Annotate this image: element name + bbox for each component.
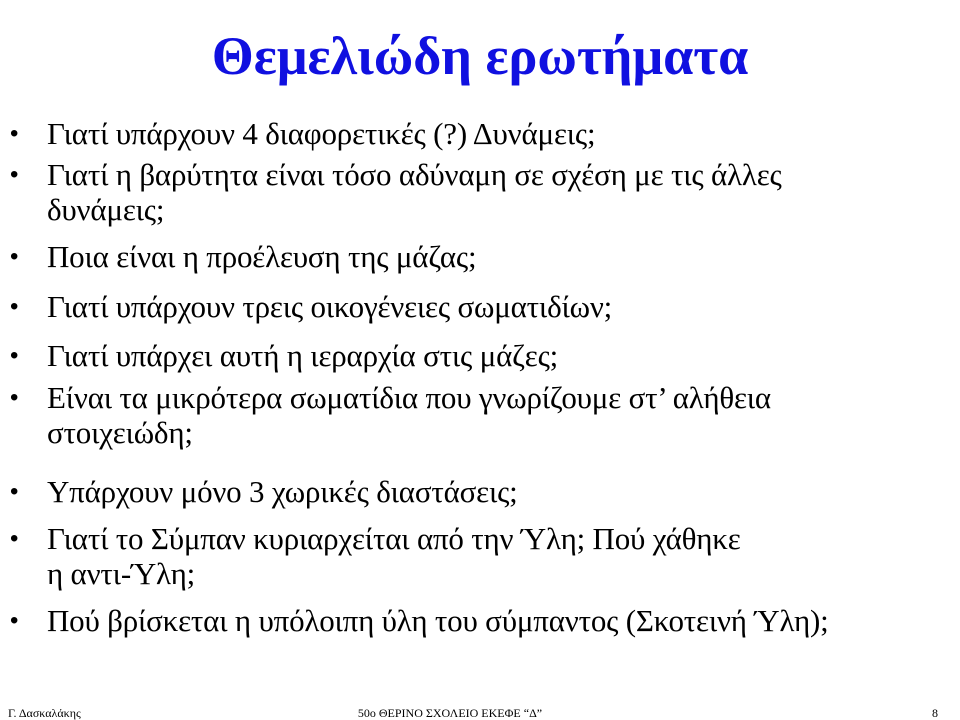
- bullet-line: Πού βρίσκεται η υπόλοιπη ύλη του σύμπαντος (Σκοτεινή Ύλη);: [47, 603, 829, 638]
- bullet-icon: •: [10, 607, 19, 634]
- bullet-line: Γιατί υπάρχει αυτή η ιεραρχία στις μάζες;: [47, 338, 559, 373]
- bullet-text: [47, 521, 927, 591]
- bullet-line: Γιατί το Σύμπαν κυριαρχείται από την Ύλη; Πού χάθηκε: [47, 521, 741, 556]
- bullet-icon: •: [10, 384, 19, 411]
- bullet-line: Γιατί υπάρχουν τρεις οικογένειες σωματιδίων;: [47, 289, 613, 324]
- bullet-icon: •: [10, 478, 19, 505]
- bullet-line: Είναι τα μικρότερα σωματίδια που γνωρίζουμε στ’ αλήθεια: [47, 380, 771, 415]
- bullet-line: Υπάρχουν μόνο 3 χωρικές διαστάσεις;: [47, 474, 518, 509]
- bullet-line: Γιατί η βαρύτητα είναι τόσο αδύναμη σε σχέση με τις άλλες: [47, 157, 782, 192]
- bullet-text: [47, 116, 927, 151]
- footer-author: Γ. Δασκαλάκης: [8, 706, 81, 720]
- bullet-line: στοιχειώδη;: [47, 415, 193, 450]
- bullet-icon: •: [10, 120, 19, 147]
- bullet-text: [47, 239, 927, 274]
- bullet-line: η αντι-Ύλη;: [47, 556, 196, 591]
- footer-page-number: 8: [932, 706, 938, 720]
- bullet-line: Γιατί υπάρχουν 4 διαφορετικές (?) Δυνάμεις;: [47, 116, 596, 151]
- bullet-icon: •: [10, 342, 19, 369]
- bullet-icon: •: [10, 243, 19, 270]
- bullet-text: [47, 474, 927, 509]
- bullet-icon: •: [10, 161, 19, 188]
- bullet-text: [47, 380, 927, 450]
- bullet-text: [47, 157, 927, 227]
- bullet-text: [47, 289, 927, 324]
- bullet-line: δυνάμεις;: [47, 192, 165, 227]
- bullet-text: [47, 338, 927, 373]
- footer-event: 50ο ΘΕΡΙΝΟ ΣΧΟΛΕΙΟ ΕΚΕΦΕ “Δ”: [357, 706, 543, 720]
- bullet-text: [47, 603, 927, 638]
- slide-title: Θεμελιώδη ερωτήματα: [211, 26, 749, 86]
- bullet-icon: •: [10, 525, 19, 552]
- bullet-icon: •: [10, 293, 19, 320]
- bullet-line: Ποια είναι η προέλευση της μάζας;: [47, 239, 477, 274]
